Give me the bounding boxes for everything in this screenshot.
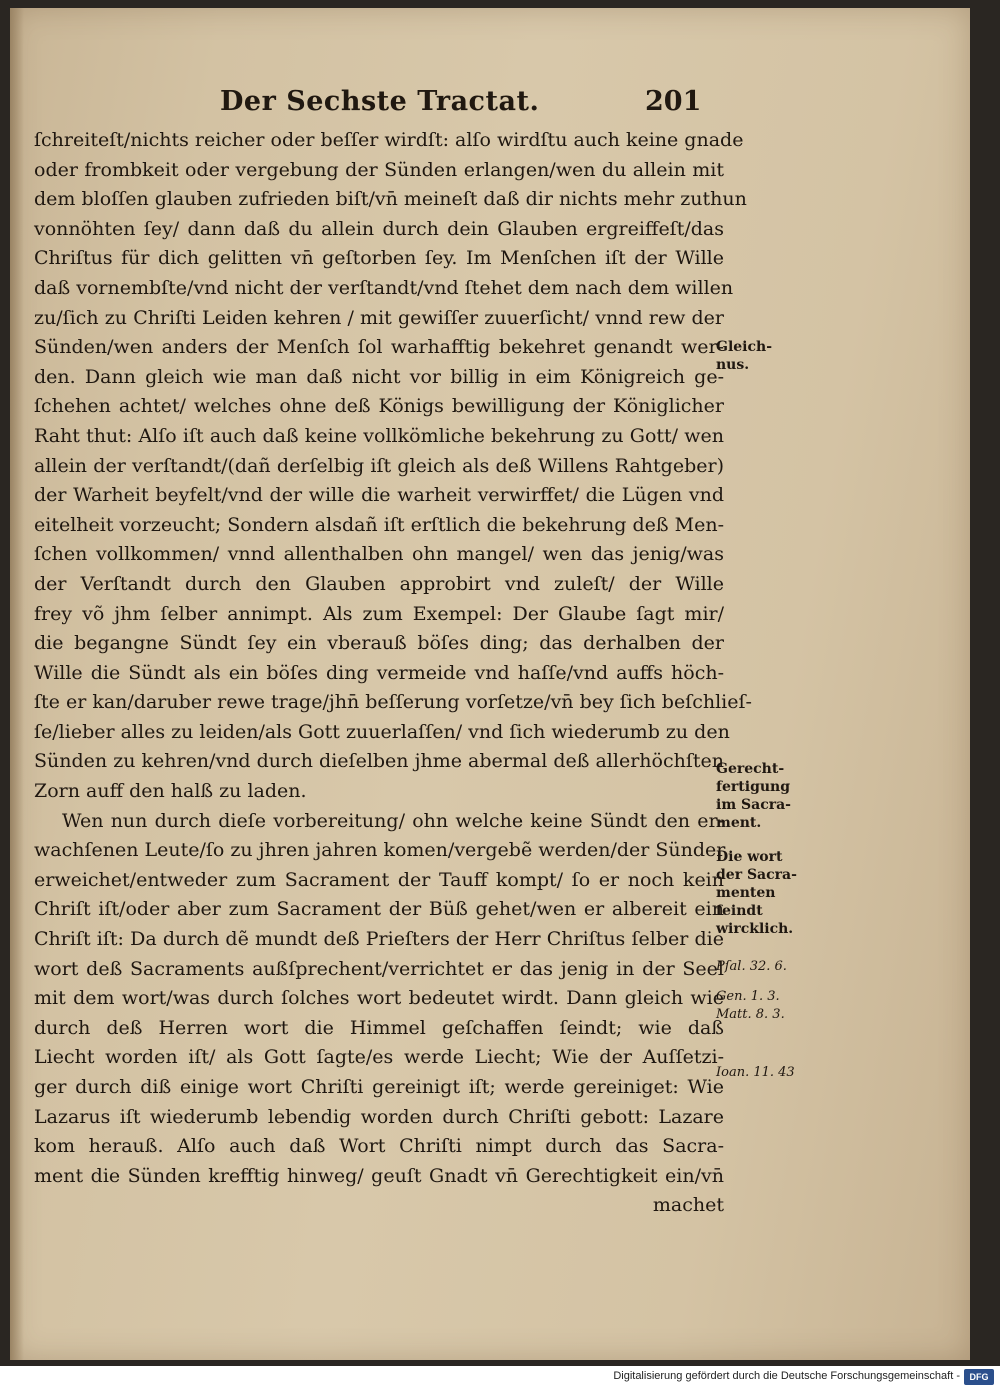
margin-note-ref-gen [716, 988, 802, 1006]
text-line: Chriſt iſt/oder aber zum Sacrament der Büß gehet/wen er albereit ein [34, 898, 724, 921]
dfg-logo: DFG [964, 1369, 994, 1385]
margin-note-line: nus. [716, 357, 750, 373]
text-line: Raht thut: Alſo iſt auch daß keine vollkömliche bekehrung zu Gott/ wen [34, 424, 724, 447]
text-line: frey võ jhm ſelber annimpt. Als zum Exempel: Der Glaube ſagt mir/ [34, 602, 724, 625]
catchword: machet [652, 1194, 724, 1217]
margin-note-line: Gerecht- [716, 761, 785, 777]
footer-credit: Digitalisierung gefördert durch die Deutsche Forschungsgemeinschaft - [613, 1370, 960, 1382]
text-line: die begangne Sündt ſey ein vberauß böſes ding; das derhalben der [34, 632, 724, 655]
running-head: Der Sechste Tractat. [220, 86, 540, 117]
text-line: Lazarus iſt wiederumb lebendig worden durch Chriſti gebott: Lazare [34, 1105, 724, 1128]
margin-note-ref-ioan [716, 1064, 802, 1082]
text-line: Chriſt iſt: Da durch dẽ mundt deß Prieſters der Herr Chriſtus ſelber die [34, 928, 724, 951]
text-line: der Warheit beyfelt/vnd der wille die warheit verwirffet/ die Lügen vnd [34, 484, 724, 507]
margin-note-line: fertigung [716, 779, 791, 795]
margin-note-line: ſeindt [716, 903, 763, 919]
scripture-reference: Pſal. 32. 6. [716, 959, 787, 974]
digitization-footer [0, 1366, 1000, 1390]
margin-note-line: menten [716, 885, 776, 901]
text-line: den. Dann gleich wie man daß nicht vor billig in eim Königreich ge- [34, 365, 724, 388]
book-page [10, 8, 970, 1360]
text-line: vonnöhten ſey/ dann daß du allein durch dein Glauben ergreiffeſt/das [34, 217, 724, 240]
margin-note-ref-matt [716, 1006, 802, 1024]
margin-note-line: ment. [716, 815, 762, 831]
text-line: wort deß Sacraments außſprechent/verrichtet er das jenig in der Seel [34, 957, 724, 980]
text-line: ſchreiteſt/nichts reicher oder beſſer wirdſt: alſo wirdſtu auch keine gnade [34, 129, 744, 151]
text-line: daß vornembſte/vnd nicht der verſtandt/vnd ſtehet dem nach dem willen [34, 276, 734, 299]
text-line: erweichet/entweder zum Sacrament der Tauff kompt/ ſo er noch kein [34, 868, 724, 891]
scripture-reference: Matt. 8. 3. [716, 1007, 785, 1022]
text-line: Sünden/wen anders der Menſch ſol warhafftig bekehret genandt wer- [34, 336, 724, 359]
margin-note-line: Gleich- [716, 339, 773, 355]
text-line: ſchen vollkommen/ vnnd allenthalben ohn mangel/ wen das jenig/was [34, 543, 724, 566]
margin-note-line: der Sacra- [716, 867, 797, 883]
text-line: ſe/lieber alles zu leiden/als Gott zuuerlaſſen/ vnd ſich wiederumb zu den [34, 720, 730, 743]
margin-note-wort-sacramenten [716, 848, 802, 938]
text-line: ſchehen achtet/ welches ohne deß Königs bewilligung der Königlicher [34, 395, 724, 418]
text-line: ſte er kan/daruber rewe trage/jhn̄ beſſerung vorſetze/vn̄ bey ſich beſchlieſ- [34, 691, 752, 714]
page-number: 201 [645, 86, 702, 117]
margin-note-ref-psal [716, 958, 802, 976]
text-line: Sünden zu kehren/vnd durch dieſelben jhme abermal deß allerhöchſten [34, 750, 724, 773]
text-line: wachſenen Leute/ſo zu jhren jahren komen/vergebẽ werden/der Sünder [34, 839, 726, 862]
text-line: Zorn auff den halß zu laden. [34, 780, 307, 803]
text-line: ment die Sünden krefftig hinweg/ geuſt Gnadt vn̄ Gerechtigkeit ein/vn̄ [34, 1164, 724, 1187]
text-line: Wille die Sündt als ein böſes ding vermeide vnd haſſe/vnd auffs höch- [34, 661, 724, 684]
text-line: allein der verſtandt/(dañ derſelbig iſt gleich als deß Willens Rahtgeber) [34, 454, 724, 477]
scripture-reference: Gen. 1. 3. [716, 989, 780, 1004]
text-line: Liecht worden iſt/ als Gott ſagte/es werde Liecht; Wie der Auſſetzi- [34, 1046, 724, 1069]
margin-note-line: im Sacra- [716, 797, 791, 813]
text-line: kom herauß. Alſo auch daß Wort Chriſti nimpt durch das Sacra- [34, 1135, 724, 1158]
margin-note-line: wircklich. [716, 921, 794, 937]
text-line: zu/ſich zu Chriſti Leiden kehren / mit gewiſſer zuuerſicht/ vnnd rew der [34, 306, 724, 329]
margin-note-line: Die wort [716, 849, 783, 865]
text-line: durch deß Herren wort die Himmel geſchaffen ſeindt; wie daß [34, 1016, 724, 1039]
text-line: ger durch diß einige wort Chriſti gereinigt iſt; werde gereiniget: Wie [34, 1076, 724, 1098]
text-line: Wen nun durch dieſe vorbereitung/ ohn welche keine Sündt den er- [62, 809, 724, 832]
scripture-reference: Ioan. 11. 43 [716, 1065, 795, 1080]
text-line: mit dem wort/was durch ſolches wort bedeutet wirdt. Dann gleich wie [34, 987, 724, 1010]
page-gutter [10, 8, 24, 1360]
text-line: eitelheit vorzeucht; Sondern alsdañ iſt erſtlich die bekehrung deß Men- [34, 513, 724, 536]
margin-note-gerechtfertigung [716, 760, 802, 832]
text-line: oder frombkeit oder vergebung der Sünden erlangen/wen du allein mit [34, 158, 724, 181]
text-line: dem bloſſen glauben zufrieden biſt/vn̄ meineſt daß dir nichts mehr zuthun [34, 188, 747, 211]
margin-note-gleichnus [716, 338, 802, 374]
text-line: der Verſtandt durch den Glauben approbirt vnd zuleſt/ der Wille [34, 572, 724, 595]
text-line: Chriſtus für dich gelitten vn̄ geſtorben ſey. Im Menſchen iſt der Wille [34, 247, 724, 270]
